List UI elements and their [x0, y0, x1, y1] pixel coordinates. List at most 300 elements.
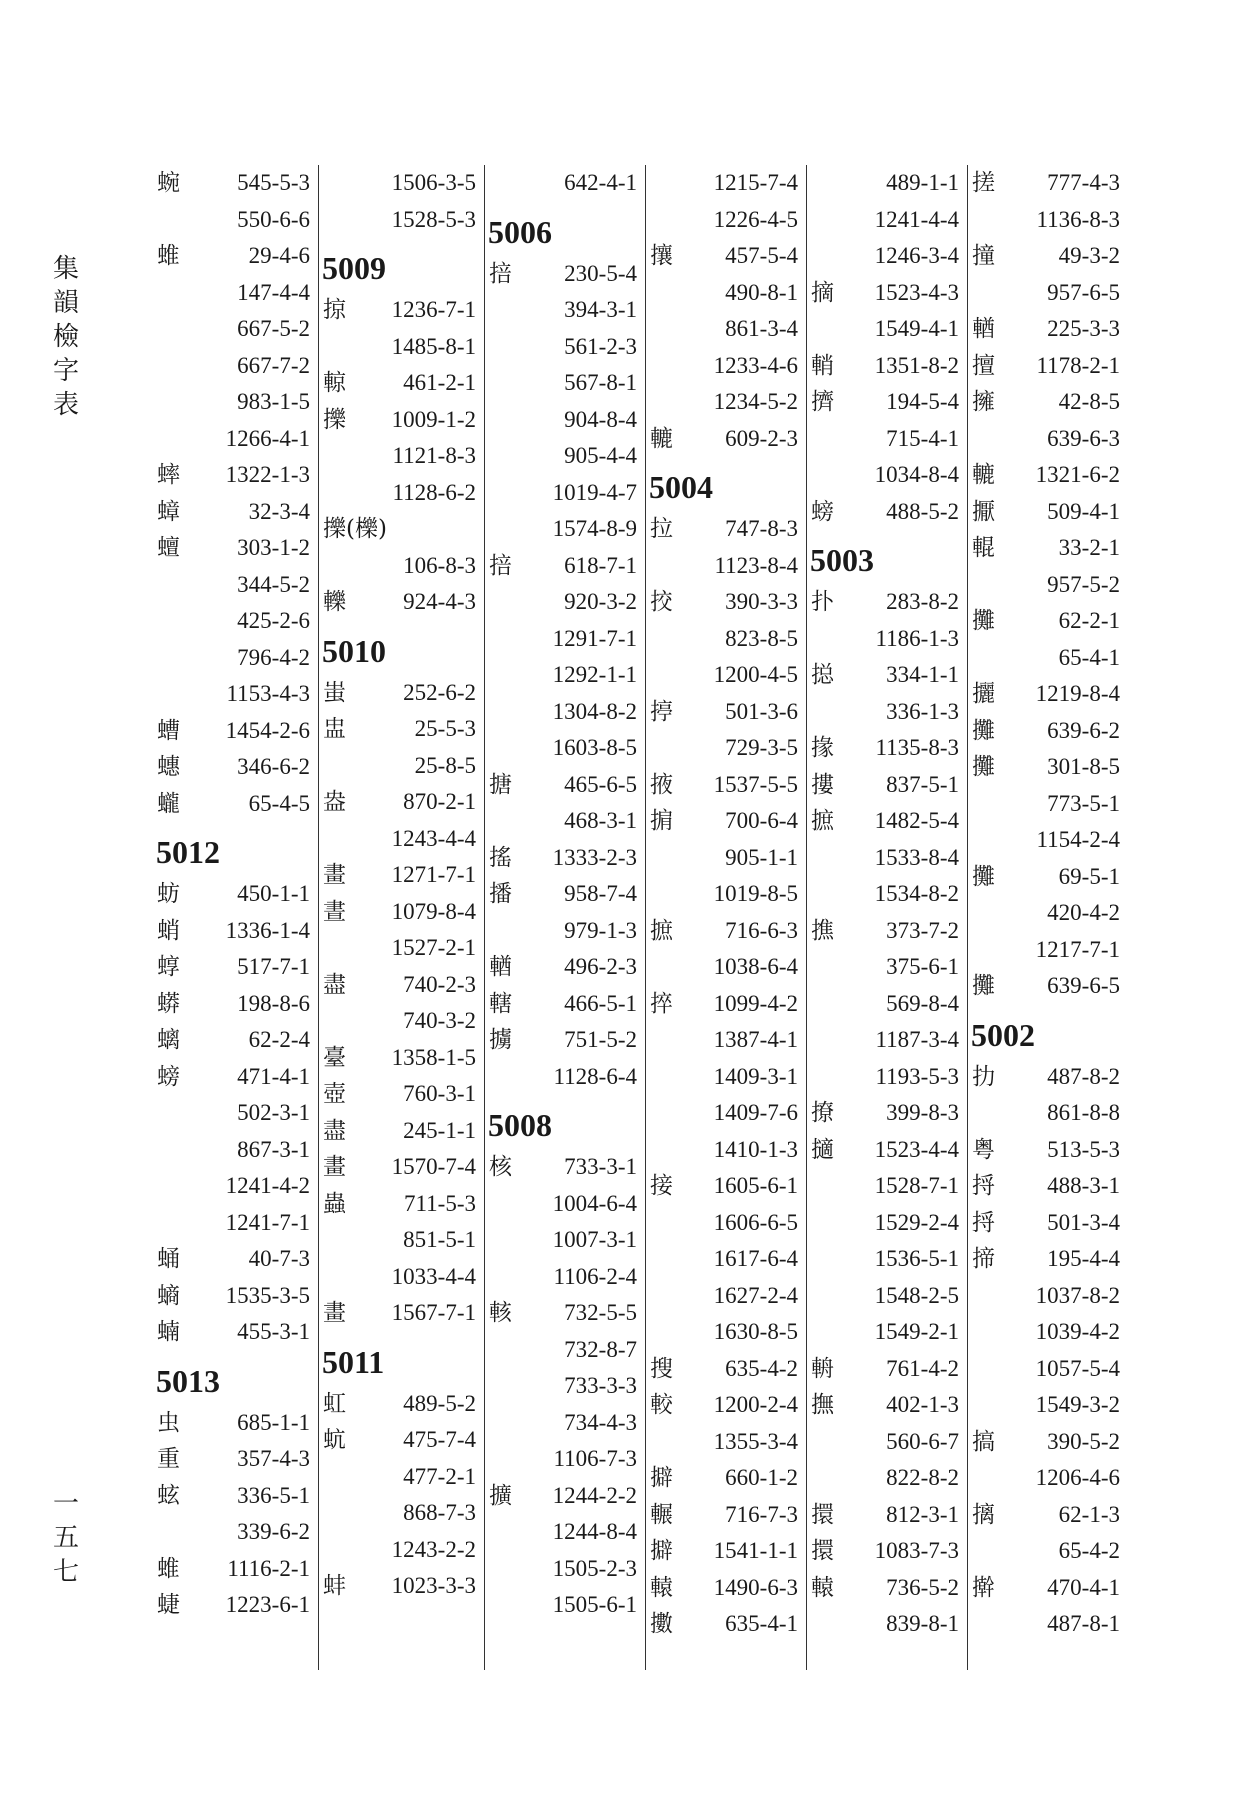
entry-reference: 1007-3-1	[552, 1227, 637, 1252]
index-entry	[968, 1059, 1128, 1096]
entry-character: 轢	[323, 589, 346, 615]
entry-reference: 1244-2-2	[552, 1482, 637, 1508]
index-entry	[807, 238, 967, 275]
entry-reference: 1454-2-6	[225, 717, 310, 743]
entry-reference: 777-4-3	[1047, 170, 1120, 195]
index-entry	[807, 730, 967, 767]
index-entry	[807, 1168, 967, 1205]
entry-character: 摛	[972, 1501, 995, 1528]
entry-character: 蚿	[157, 1482, 180, 1509]
entry-reference: 194-5-4	[886, 389, 959, 414]
entry-reference: 1387-4-1	[713, 1027, 798, 1052]
entry-reference: 861-8-8	[1047, 1100, 1120, 1125]
entry-reference: 488-3-1	[1047, 1173, 1120, 1198]
index-entry	[485, 913, 645, 950]
entry-reference: 1123-8-4	[714, 552, 798, 578]
entry-reference: 1409-3-1	[713, 1063, 798, 1089]
index-entry	[807, 311, 967, 348]
index-entry	[153, 1241, 318, 1278]
index-entry	[485, 767, 645, 804]
index-entry	[646, 311, 806, 348]
entry-reference: 1099-4-2	[713, 990, 798, 1016]
entry-character: 蜳	[157, 954, 180, 980]
index-entry	[153, 1514, 318, 1551]
entry-character: 揥	[972, 1246, 995, 1272]
index-entry	[807, 1095, 967, 1132]
index-entry	[646, 1168, 806, 1205]
entry-reference: 1536-5-1	[874, 1246, 959, 1271]
entry-reference: 1128-6-4	[553, 1063, 637, 1089]
entry-reference: 475-7-4	[403, 1427, 476, 1452]
index-entry	[807, 913, 967, 950]
index-entry	[319, 1495, 484, 1532]
index-entry	[153, 202, 318, 239]
index-entry	[153, 786, 318, 823]
index-entry	[646, 840, 806, 877]
index-entry	[646, 767, 806, 804]
entry-reference: 1523-4-4	[874, 1136, 959, 1162]
entry-reference: 32-3-4	[248, 498, 310, 524]
entry-character: 蚄	[157, 881, 180, 907]
index-entry	[646, 348, 806, 385]
entry-character: 較	[650, 1392, 673, 1418]
index-entry	[153, 1168, 318, 1205]
entry-character: 搖	[489, 844, 512, 871]
entry-character: 虹	[323, 1390, 346, 1417]
entry-reference: 420-4-2	[1047, 900, 1120, 925]
index-entry	[485, 256, 645, 293]
entry-reference: 334-1-1	[886, 662, 959, 687]
index-entry	[153, 713, 318, 750]
index-entry	[807, 876, 967, 913]
entry-character: 掾	[811, 735, 834, 761]
entry-reference: 732-5-5	[564, 1300, 637, 1325]
entry-character: 擽	[323, 406, 346, 433]
index-entry	[807, 384, 967, 421]
entry-reference: 106-8-3	[403, 552, 476, 578]
index-entry	[968, 932, 1128, 969]
entry-character: 蜿	[157, 170, 180, 196]
entry-reference: 1548-2-5	[874, 1282, 959, 1308]
entry-reference: 979-1-3	[564, 917, 637, 943]
entry-reference: 1541-1-1	[713, 1538, 798, 1563]
index-entry	[485, 1295, 645, 1332]
side-title-char: 表	[52, 390, 79, 420]
entry-reference: 65-4-1	[1058, 644, 1120, 670]
entry-reference: 1136-8-3	[1036, 206, 1120, 232]
index-entry	[485, 475, 645, 512]
entry-reference: 1603-8-5	[552, 735, 637, 760]
index-entry	[968, 238, 1128, 275]
entry-character: 擴	[489, 1482, 512, 1509]
entry-reference: 1322-1-3	[225, 462, 310, 487]
entry-reference: 496-2-3	[564, 954, 637, 979]
index-entry	[807, 348, 967, 385]
entry-reference: 1186-1-3	[875, 625, 959, 651]
entry-reference: 1527-2-1	[391, 935, 476, 960]
entry-character: 核	[489, 1154, 512, 1180]
index-entry	[153, 275, 318, 312]
entry-reference: 33-2-1	[1058, 535, 1120, 560]
index-entry	[968, 1460, 1128, 1497]
index-entry	[319, 675, 484, 712]
entry-reference: 1200-2-4	[713, 1392, 798, 1417]
entry-reference: 1549-2-1	[874, 1319, 959, 1344]
entry-reference: 1529-2-4	[874, 1209, 959, 1235]
entry-reference: 501-3-6	[725, 698, 798, 724]
entry-reference: 225-3-3	[1047, 316, 1120, 341]
entry-character: 轅	[650, 1574, 673, 1601]
entry-reference: 1033-4-4	[391, 1263, 476, 1289]
index-entry	[968, 1351, 1128, 1388]
index-entry	[807, 1022, 967, 1059]
entry-reference: 1121-8-3	[392, 443, 476, 468]
section-header	[807, 530, 967, 584]
entry-reference: 1193-5-3	[875, 1063, 959, 1089]
entry-character: 壺	[323, 1081, 346, 1107]
index-entry	[153, 1314, 318, 1351]
entry-reference: 1506-3-5	[391, 170, 476, 195]
index-entry	[646, 548, 806, 585]
entry-reference: 958-7-4	[564, 881, 637, 906]
index-entry	[153, 676, 318, 713]
entry-character: 擫	[972, 498, 995, 525]
entry-reference: 399-8-3	[886, 1100, 959, 1125]
index-entry	[319, 857, 484, 894]
entry-reference: 1187-3-4	[875, 1027, 959, 1052]
entry-reference: 1605-6-1	[713, 1173, 798, 1198]
entry-reference: 1567-7-1	[391, 1300, 476, 1325]
index-entry	[968, 713, 1128, 750]
index-entry	[807, 165, 967, 202]
entry-reference: 1034-8-4	[874, 462, 959, 487]
index-entry	[807, 1351, 967, 1388]
entry-reference: 1549-3-2	[1035, 1392, 1120, 1417]
entry-reference: 1116-2-1	[227, 1555, 310, 1581]
entry-character: 蟒	[157, 990, 180, 1017]
entry-character: 輥	[972, 535, 995, 561]
index-entry	[646, 694, 806, 731]
entry-reference: 1234-5-2	[713, 389, 798, 414]
entry-character: 搓	[972, 170, 995, 196]
section-header	[485, 202, 645, 256]
entry-reference: 812-3-1	[886, 1501, 959, 1527]
section-header	[319, 1332, 484, 1386]
entry-character: 攤	[972, 717, 995, 744]
index-entry	[153, 421, 318, 458]
entry-character: 蝻	[157, 1319, 180, 1345]
entry-reference: 761-4-2	[886, 1355, 959, 1381]
entry-character: 揨	[650, 698, 673, 725]
index-entry	[153, 1205, 318, 1242]
entry-reference: 545-5-3	[237, 170, 310, 195]
entry-reference: 823-8-5	[725, 625, 798, 651]
index-entry	[319, 584, 484, 621]
index-entry	[968, 202, 1128, 239]
index-entry	[968, 1606, 1128, 1643]
entry-character: 搞	[972, 1428, 995, 1455]
entry-reference: 1333-2-3	[552, 844, 637, 870]
entry-reference: 639-6-2	[1047, 717, 1120, 743]
index-entry	[646, 1606, 806, 1643]
index-entry	[968, 1497, 1128, 1534]
entry-reference: 1535-3-5	[225, 1282, 310, 1308]
entry-character: 扑	[811, 589, 834, 615]
index-entry	[485, 730, 645, 767]
entry-reference: 1409-7-6	[713, 1100, 798, 1125]
entry-reference: 1523-4-3	[874, 279, 959, 305]
index-entry	[807, 421, 967, 458]
index-entry	[319, 1222, 484, 1259]
index-entry	[968, 348, 1128, 385]
index-entry	[968, 384, 1128, 421]
entry-reference: 796-4-2	[237, 644, 310, 670]
index-entry	[485, 365, 645, 402]
index-column	[318, 165, 484, 1670]
index-entry	[319, 1040, 484, 1077]
entry-reference: 336-5-1	[237, 1482, 310, 1508]
entry-reference: 1009-1-2	[391, 406, 476, 432]
entry-reference: 905-1-1	[725, 844, 798, 870]
index-entry	[319, 292, 484, 329]
index-entry	[646, 803, 806, 840]
entry-reference: 1537-5-5	[713, 771, 798, 797]
entry-reference: 1178-2-1	[1036, 352, 1120, 378]
entry-reference: 488-5-2	[886, 498, 959, 524]
index-column	[484, 165, 645, 1670]
entry-reference: 716-6-3	[725, 917, 798, 943]
entry-reference: 471-4-1	[237, 1063, 310, 1089]
index-entry	[646, 165, 806, 202]
index-entry	[646, 1424, 806, 1461]
entry-reference: 195-4-4	[1047, 1246, 1120, 1271]
entry-reference: 1219-8-4	[1035, 681, 1120, 706]
entry-character: 拉	[650, 516, 673, 542]
entry-reference: 734-4-3	[564, 1409, 637, 1435]
index-entry	[153, 749, 318, 786]
entry-reference: 245-1-1	[403, 1117, 476, 1143]
index-entry	[319, 365, 484, 402]
index-entry	[646, 730, 806, 767]
entry-character: 螃	[811, 498, 834, 525]
section-header	[968, 1005, 1128, 1059]
index-entry	[485, 402, 645, 439]
entry-reference: 1236-7-1	[391, 297, 476, 322]
entry-reference: 468-3-1	[564, 808, 637, 833]
entry-reference: 773-5-1	[1047, 790, 1120, 816]
index-entry	[153, 1587, 318, 1624]
index-entry	[319, 1259, 484, 1296]
entry-reference: 1549-4-1	[874, 316, 959, 341]
entry-character: 捋	[972, 1209, 995, 1236]
entry-character: 撫	[811, 1392, 834, 1418]
entry-reference: 550-6-6	[237, 206, 310, 232]
entry-reference: 1106-7-3	[553, 1446, 637, 1471]
entry-reference: 715-4-1	[886, 425, 959, 451]
index-entry	[153, 1441, 318, 1478]
entry-reference: 1241-7-1	[225, 1209, 310, 1235]
entry-reference: 394-3-1	[564, 297, 637, 322]
index-entry	[153, 311, 318, 348]
entry-character: 接	[650, 1173, 673, 1199]
entry-reference: 1321-6-2	[1035, 462, 1120, 487]
index-entry	[153, 384, 318, 421]
entry-character: 捋	[972, 1173, 995, 1199]
entry-reference: 1485-8-1	[391, 333, 476, 359]
index-entry	[646, 876, 806, 913]
index-entry	[807, 1132, 967, 1169]
index-entry	[646, 511, 806, 548]
entry-reference: 509-4-1	[1047, 498, 1120, 524]
entry-reference: 42-8-5	[1058, 389, 1120, 414]
index-entry	[485, 1059, 645, 1096]
index-entry	[968, 1314, 1128, 1351]
entry-reference: 1292-1-1	[552, 662, 637, 687]
entry-reference: 1505-2-3	[552, 1555, 637, 1581]
entry-reference: 660-1-2	[725, 1465, 798, 1490]
entry-character: 掖	[650, 771, 673, 798]
index-entry	[485, 584, 645, 621]
entry-reference: 461-2-1	[403, 370, 476, 395]
entry-reference: 639-6-5	[1047, 973, 1120, 998]
index-entry	[646, 238, 806, 275]
index-entry	[646, 949, 806, 986]
index-entry	[646, 275, 806, 312]
index-entry	[153, 457, 318, 494]
entry-reference: 1038-6-4	[713, 954, 798, 979]
entry-reference: 1482-5-4	[874, 808, 959, 833]
entry-character: 摭	[811, 808, 834, 834]
entry-reference: 1617-6-4	[713, 1246, 798, 1271]
entry-reference: 62-1-3	[1058, 1501, 1120, 1527]
entry-character: 撨	[811, 917, 834, 944]
entry-reference: 502-3-1	[237, 1100, 310, 1125]
index-entry	[968, 1387, 1128, 1424]
entry-character: 臺	[323, 1044, 346, 1071]
entry-reference: 609-2-3	[725, 425, 798, 451]
entry-reference: 1241-4-4	[874, 206, 959, 232]
index-entry	[319, 1386, 484, 1423]
index-entry	[646, 1022, 806, 1059]
entry-reference: 425-2-6	[237, 608, 310, 633]
index-entry	[968, 640, 1128, 677]
index-entry	[646, 1387, 806, 1424]
index-entry	[807, 1497, 967, 1534]
index-entry	[646, 584, 806, 621]
index-entry	[968, 457, 1128, 494]
section-header	[319, 238, 484, 292]
entry-reference: 457-5-4	[725, 243, 798, 268]
entry-reference: 65-4-2	[1058, 1538, 1120, 1563]
entry-reference: 455-3-1	[237, 1319, 310, 1344]
index-entry	[485, 1587, 645, 1624]
entry-character: 攤	[972, 754, 995, 780]
index-entry	[485, 438, 645, 475]
index-entry	[485, 1405, 645, 1442]
entry-reference: 1490-6-3	[713, 1574, 798, 1600]
entry-reference: 733-3-1	[564, 1154, 637, 1179]
entry-reference: 230-5-4	[564, 260, 637, 286]
entry-reference: 1106-2-4	[553, 1263, 637, 1289]
index-entry	[646, 1205, 806, 1242]
entry-reference: 1217-7-1	[1035, 936, 1120, 962]
index-entry	[968, 421, 1128, 458]
index-entry	[153, 603, 318, 640]
entry-character: 盡	[323, 971, 346, 998]
index-entry	[807, 275, 967, 312]
index-entry	[968, 165, 1128, 202]
index-entry	[485, 292, 645, 329]
index-entry	[485, 1149, 645, 1186]
entry-character: 輈	[811, 1355, 834, 1382]
entry-reference: 1215-7-4	[713, 170, 798, 195]
entry-reference: 1206-4-6	[1035, 1465, 1120, 1490]
index-entry	[646, 1059, 806, 1096]
entry-character: 轅	[811, 1574, 834, 1601]
entry-character: 蚢	[323, 1427, 346, 1453]
index-entry	[968, 1533, 1128, 1570]
index-entry	[646, 1095, 806, 1132]
entry-character: 粤	[972, 1136, 995, 1163]
entry-reference: 40-7-3	[248, 1246, 310, 1271]
index-entry	[485, 621, 645, 658]
entry-character: 蟲	[323, 1190, 346, 1217]
index-entry	[485, 329, 645, 366]
index-entry	[968, 603, 1128, 640]
entry-reference: 1355-3-4	[713, 1428, 798, 1454]
entry-character: 盅	[323, 716, 346, 742]
index-entry	[153, 986, 318, 1023]
index-entry	[807, 1314, 967, 1351]
index-entry	[319, 475, 484, 512]
index-entry	[807, 1533, 967, 1570]
index-entry	[153, 876, 318, 913]
side-title-char: 字	[52, 356, 79, 386]
entry-reference: 513-5-3	[1047, 1136, 1120, 1162]
section-code: 5004	[649, 469, 713, 505]
index-entry	[646, 1132, 806, 1169]
index-entry	[646, 384, 806, 421]
index-entry	[485, 1186, 645, 1223]
index-entry	[485, 1478, 645, 1515]
entry-character: 播	[489, 881, 512, 907]
index-entry	[153, 238, 318, 275]
section-code: 5002	[971, 1016, 1035, 1053]
index-entry	[807, 1387, 967, 1424]
index-entry	[153, 1405, 318, 1442]
entry-reference: 450-1-1	[237, 881, 310, 906]
entry-character: 摟	[811, 771, 834, 798]
index-entry	[485, 548, 645, 585]
index-entry	[485, 949, 645, 986]
index-entry	[319, 1295, 484, 1332]
entry-reference: 1019-4-7	[552, 479, 637, 505]
index-entry	[319, 930, 484, 967]
entry-character: 輆	[489, 1300, 512, 1326]
index-entry	[319, 1113, 484, 1150]
entry-character: 摭	[650, 917, 673, 944]
index-entry	[807, 694, 967, 731]
entry-character: 擐	[811, 1538, 834, 1564]
index-entry	[319, 1532, 484, 1569]
index-entry	[968, 1241, 1128, 1278]
entry-reference: 1083-7-3	[874, 1538, 959, 1563]
entry-reference: 1533-8-4	[874, 844, 959, 870]
entry-reference: 639-6-3	[1047, 425, 1120, 451]
index-entry	[485, 1022, 645, 1059]
index-entry	[153, 1551, 318, 1588]
index-entry	[968, 567, 1128, 604]
